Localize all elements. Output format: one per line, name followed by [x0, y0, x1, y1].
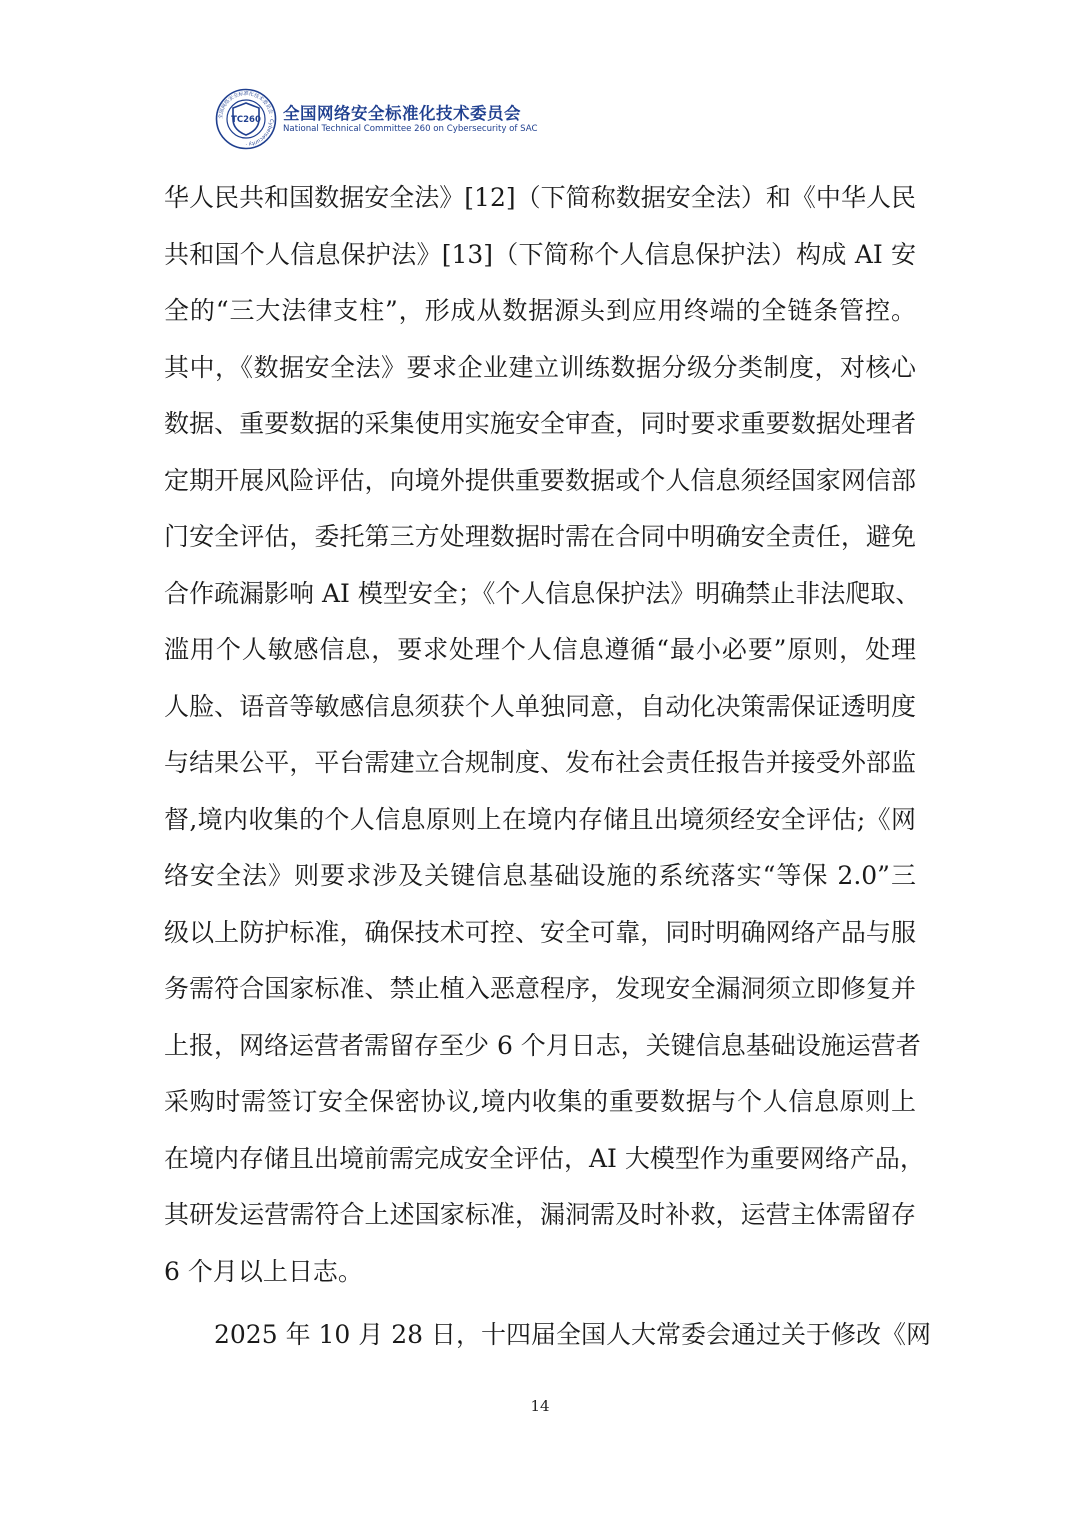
- text-line: 在境内存储且出境前需完成安全评估，AI 大模型作为重要网络产品，: [164, 1143, 925, 1173]
- text-line: 共和国个人信息保护法》[13]（下简称个人信息保护法）构成 AI 安: [164, 239, 916, 269]
- text-line: 督,境内收集的个人信息原则上在境内存储且出境须经安全评估;《网: [164, 804, 916, 834]
- text-line: 定期开展风险评估，向境外提供重要数据或个人信息须经国家网信部: [164, 465, 916, 495]
- text-line: 华人民共和国数据安全法》[12]（下简称数据安全法）和《中华人民: [164, 183, 916, 212]
- tc260-logo-icon: [215, 88, 277, 150]
- text-line: 与结果公平，平台需建立合规制度、发布社会责任报告并接受外部监: [164, 748, 916, 777]
- text-line: 级以上防护标准，确保技术可控、安全可靠，同时明确网络产品与服: [164, 917, 916, 947]
- logo-text: TC260: [231, 115, 261, 125]
- text-line: 门安全评估，委托第三方处理数据时需在合同中明确安全责任，避免: [164, 522, 916, 551]
- text-line: 合作疏漏影响 AI 模型安全；《个人信息保护法》明确禁止非法爬取、: [164, 578, 921, 608]
- logo-ring-text: 全国网络安全标准化技术委员会 · Cybersecurity ·: [217, 90, 275, 148]
- body-text: [164, 170, 931, 1364]
- text-line: 其中，《数据安全法》要求企业建立训练数据分级分类制度，对核心: [164, 352, 916, 382]
- text-line: 务需符合国家标准、禁止植入恶意程序，发现安全漏洞须立即修复并: [164, 974, 916, 1003]
- text-line: 6 个月以上日志。: [164, 1256, 363, 1286]
- text-line: 其研发运营需符合上述国家标准，漏洞需及时补救，运营主体需留存: [164, 1200, 916, 1229]
- page-header: [215, 88, 545, 160]
- text-line: 人脸、语音等敏感信息须获个人单独同意，自动化决策需保证透明度: [164, 691, 916, 721]
- text-line: 上报，网络运营者需留存至少 6 个月日志，关键信息基础设施运营者: [164, 1030, 921, 1060]
- text-line: 络安全法》则要求涉及关键信息基础设施的系统落实“等保 2.0”三: [164, 861, 916, 890]
- page-number: 14: [530, 1397, 550, 1415]
- paragraph-2-first-line: 2025 年 10 月 28 日，十四届全国人大常委会通过关于修改《网: [214, 1320, 931, 1349]
- org-name-cn: 全国网络安全标准化技术委员会: [283, 104, 521, 123]
- text-line: 全的“三大法律支柱”，形成从数据源头到应用终端的全链条管控。: [164, 296, 916, 325]
- org-name-en: National Technical Committee 260 on Cybersecurity of SAC: [283, 124, 538, 134]
- text-line: 采购时需签订安全保密协议,境内收集的重要数据与个人信息原则上: [164, 1087, 916, 1116]
- text-line: 数据、重要数据的采集使用实施安全审查，同时要求重要数据处理者: [164, 409, 916, 438]
- text-line: 滥用个人敏感信息，要求处理个人信息遵循“最小必要”原则，处理: [164, 635, 916, 664]
